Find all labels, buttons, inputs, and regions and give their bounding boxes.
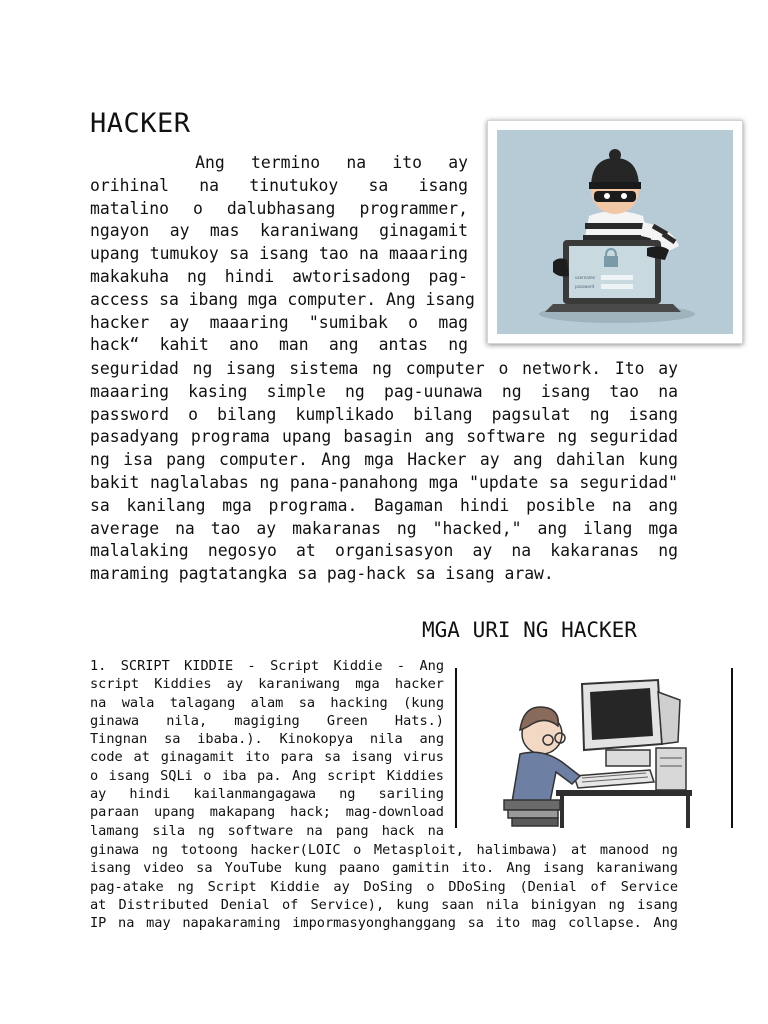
text-line: sa kanilang mga programa. Bagaman hindi posible na ang xyxy=(90,495,678,515)
hacker-illustration xyxy=(487,120,743,344)
text-line: ay hindi kailanmangagawa ng sariling xyxy=(90,786,444,803)
divider-left xyxy=(455,668,457,828)
text-line: lamang sila ng software na pang hack na xyxy=(90,822,444,839)
text-line: hack“ kahit ano man ang antas ng xyxy=(90,335,468,355)
section-title: MGA URI NG HACKER xyxy=(422,618,637,642)
text-line: ngayon ay mas karaniwang ginagamit xyxy=(90,221,468,241)
username-label: username xyxy=(575,275,595,280)
text-line: upang tumukoy sa isang tao na maaaring xyxy=(90,244,468,264)
text-line: pasadyang programa upang basagin ang software ng seguridad xyxy=(90,427,678,447)
text-line: maraming pagtatangka sa pag-hack sa isang araw. xyxy=(90,564,554,584)
text-line: matalino o dalubhasang programmer, xyxy=(90,198,468,218)
text-line: ginawa nila, magiging Green Hats.) xyxy=(90,712,444,729)
text-line: makakuha ng hindi awtorisadong pag- xyxy=(90,266,468,286)
script-kiddie-paragraph-full xyxy=(90,841,678,932)
text-line: IP na may napakaraming impormasyonghanggang sa ito mag collapse. Ang xyxy=(90,915,678,932)
script-kiddie-computer-icon xyxy=(490,672,700,832)
text-line: pag-atake ng Script Kiddie ay DoSing o DDoSing (Denial of Service xyxy=(90,878,678,895)
page-title: HACKER xyxy=(90,108,191,139)
text-line: average na tao ay makaranas ng "hacked," ang ilang mga xyxy=(90,518,678,538)
password-label: password xyxy=(575,284,594,289)
text-line: o isang SQLi o iba pa. Ang script Kiddies xyxy=(90,767,444,784)
text-line: bakit naglalabas ng pana-panahong mga "update sa seguridad" xyxy=(90,472,678,492)
text-line: paraan upang makapang hack; mag-download xyxy=(90,804,444,821)
text-line: malalaking negosyo at organisasyon ay na kakaranas ng xyxy=(90,541,678,561)
text-line: at Distributed Denial of Service), kung saan nila binigyan ng isang xyxy=(90,896,678,913)
text-line: seguridad ng isang sistema ng computer o network. Ito ay xyxy=(90,359,678,378)
text-line: Ang termino na ito ay xyxy=(90,153,468,172)
text-line: 1. SCRIPT KIDDIE - Script Kiddie - Ang xyxy=(90,658,444,674)
text-line: access sa ibang mga computer. Ang isang xyxy=(90,289,475,309)
text-line: orihinal na tinutukoy sa isang xyxy=(90,175,468,195)
text-line: ng isa pang computer. Ang mga Hacker ay ang dahilan kung xyxy=(90,450,678,470)
text-line: Tingnan sa ibaba.). Kinokopya nila ang xyxy=(90,731,444,748)
divider-right xyxy=(731,668,733,828)
text-line: code at ginagamit ito para sa isang virus xyxy=(90,749,444,766)
text-line: script Kiddies ay karaniwang mga hacker xyxy=(90,676,444,693)
script-kiddie-paragraph-float xyxy=(90,657,444,840)
text-line: na wala talagang alam sa hacking (kung xyxy=(90,694,444,711)
intro-paragraph-float xyxy=(90,152,475,357)
text-line: password o bilang kumplikado bilang pagsulat ng isang xyxy=(90,404,678,424)
text-line: maaaring kasing simple ng pag-uunawa ng isang tao na xyxy=(90,381,678,401)
text-line: hacker ay maaaring "sumibak o mag xyxy=(90,312,468,332)
hacker-thief-icon xyxy=(497,130,733,334)
text-line: isang video sa YouTube kung paano gamitin ito. Ang isang karaniwang xyxy=(90,860,678,877)
intro-paragraph-full xyxy=(90,358,678,586)
text-line: ginawa ng totoong hacker(LOIC o Metasploit, halimbawa) at manood ng xyxy=(90,842,678,858)
